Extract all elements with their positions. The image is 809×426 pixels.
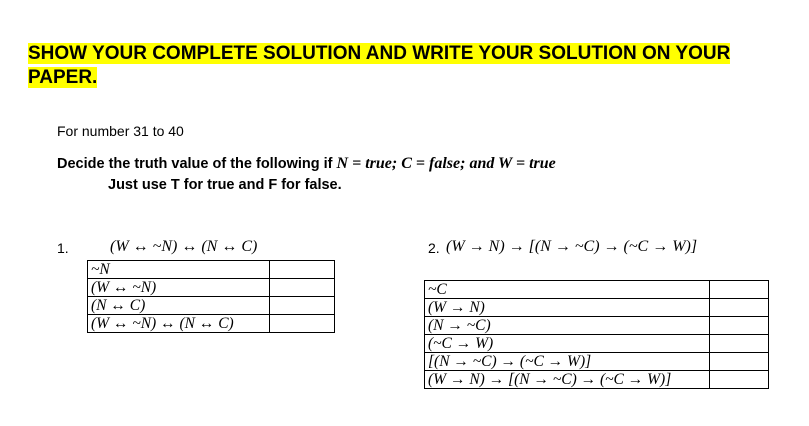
table-row <box>425 317 769 335</box>
step-label: (W ↔ ~N) <box>88 279 270 297</box>
answer-cell <box>270 279 335 297</box>
table-row <box>425 299 769 317</box>
problem-1-expression: (W ↔ ~N) ↔ (N ↔ C) <box>110 238 258 255</box>
instructions-prefix: Decide the truth value of the following if <box>57 156 337 172</box>
step-label: (N → ~C) <box>425 317 710 335</box>
answer-cell <box>710 353 769 371</box>
table-row <box>88 297 335 315</box>
answer-cell <box>270 261 335 279</box>
table-row <box>425 371 769 389</box>
table-row <box>88 261 335 279</box>
problem-2-truth-table <box>424 280 769 389</box>
table-row <box>425 335 769 353</box>
table-row <box>88 315 335 333</box>
answer-cell <box>710 317 769 335</box>
problem-1-truth-table <box>87 260 335 333</box>
step-label: (W → N) <box>425 299 710 317</box>
problem-2-expression: (W → N) → [(N → ~C) → (~C → W)] <box>446 238 698 255</box>
answer-cell <box>710 335 769 353</box>
step-label: [(N → ~C) → (~C → W)] <box>425 353 710 371</box>
step-label: ~N <box>88 261 270 279</box>
step-label: (W ↔ ~N) ↔ (N ↔ C) <box>88 315 270 333</box>
instructions-line-2: Just use T for true and F for false. <box>108 177 342 193</box>
problem-1-number: 1. <box>57 240 69 256</box>
problem-2-number: 2. <box>428 240 440 256</box>
step-label: (W → N) → [(N → ~C) → (~C → W)] <box>425 371 710 389</box>
answer-cell <box>710 299 769 317</box>
answer-cell <box>710 281 769 299</box>
table-row <box>425 281 769 299</box>
intro-text: For number 31 to 40 <box>57 123 184 139</box>
step-label: (N ↔ C) <box>88 297 270 315</box>
banner-line-2: PAPER. <box>28 67 98 88</box>
answer-cell <box>270 315 335 333</box>
answer-cell <box>270 297 335 315</box>
step-label: (~C → W) <box>425 335 710 353</box>
table-row <box>425 353 769 371</box>
answer-cell <box>710 371 769 389</box>
instruction-banner <box>28 42 730 90</box>
table-row <box>88 279 335 297</box>
banner-line-1: SHOW YOUR COMPLETE SOLUTION AND WRITE YOUR SOLUTION ON YOUR <box>28 43 731 64</box>
given-values: N = true; C = false; and W = true <box>336 155 556 172</box>
instructions-line-1 <box>57 155 556 173</box>
step-label: ~C <box>425 281 710 299</box>
